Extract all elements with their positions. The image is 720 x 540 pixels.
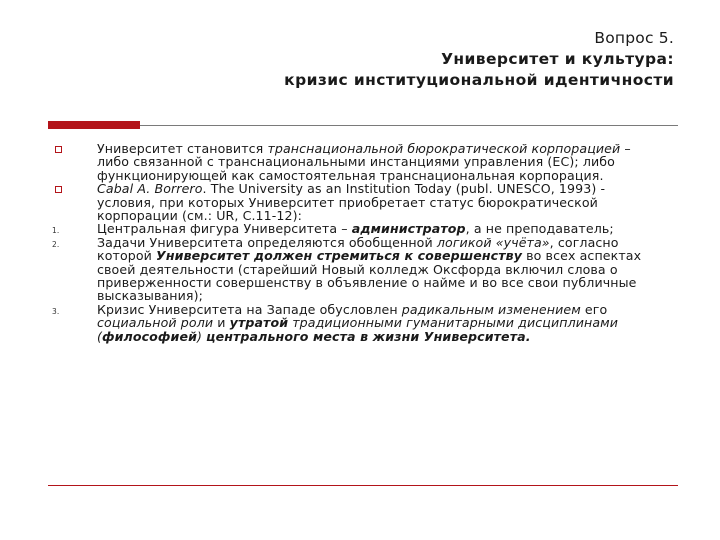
emphasis-text: ) — [197, 328, 207, 344]
emphasis-text: утратой — [229, 315, 289, 331]
square-outline-icon — [55, 186, 62, 193]
title-line-topic: Университет и культура: — [441, 50, 674, 68]
text-run: , а не преподаватель; — [465, 221, 614, 237]
emphasis-text: философией — [102, 328, 198, 344]
list-item — [52, 222, 662, 235]
emphasis-text: социальной роли — [97, 315, 214, 331]
emphasis-text: традиционными гуманитарными дисциплинами ( — [97, 315, 619, 344]
text-run: Университет становится — [97, 141, 268, 156]
text-run: – либо связанной с транснациональными инстанциями управления (ЕС); либо функционирующей как самостоятельная транснациональная корпорация. — [97, 141, 631, 183]
emphasis-text: администратор — [351, 221, 466, 237]
accent-bar — [48, 121, 140, 129]
emphasis-text: центрального места в жизни Университета. — [206, 328, 531, 344]
bottom-divider — [48, 485, 678, 486]
bullet-list — [52, 142, 662, 343]
text-run: во всех аспектах своей деятельности (старейший Новый колледж Оксфорда включил слова о приверженности совершенству в объявление о найме и во все свои публичные высказывания); — [97, 248, 642, 304]
title-line-question: Вопрос 5. — [594, 29, 674, 47]
text-run: Задачи Университета определяются обобщенной — [97, 234, 437, 250]
top-divider — [48, 125, 678, 126]
list-number-text: 3. — [52, 306, 60, 316]
list-number-text: 1. — [52, 226, 60, 236]
text-run: Центральная фигура Университета – — [97, 221, 352, 237]
text-run: , согласно которой — [97, 234, 619, 264]
list-item-text — [97, 235, 641, 304]
list-item — [52, 303, 662, 343]
text-run: . The University as an Institution Today (publ. UNESCO, 1993) - условия, при которых Университет приобретает статус бюрократической корпорации (см.: UR, C.11-12): — [97, 181, 606, 224]
emphasis-text: радикальным изменением — [401, 301, 581, 317]
list-item-text — [97, 181, 605, 223]
text-run: его — [580, 301, 608, 317]
slide-title — [284, 28, 674, 91]
list-number — [52, 303, 64, 317]
list-item — [52, 236, 662, 303]
list-item — [52, 182, 662, 222]
list-item-text — [97, 141, 631, 183]
square-bullet-icon — [52, 182, 64, 196]
text-run: и — [213, 315, 230, 331]
square-outline-icon — [55, 146, 62, 153]
emphasis-text: Cabal A. Borrero — [97, 181, 203, 197]
emphasis-text: транснациональной бюрократической корпорацией — [267, 141, 621, 156]
list-item-text — [97, 302, 618, 344]
title-line-subtitle: кризис институциональной идентичности — [284, 71, 674, 89]
list-number — [52, 222, 64, 236]
emphasis-text: логикой «учёта» — [436, 234, 550, 250]
text-run: Кризис Университета на Западе обусловлен — [97, 301, 402, 317]
list-item — [52, 142, 662, 182]
square-bullet-icon — [52, 142, 64, 156]
list-number-text: 2. — [52, 239, 60, 249]
emphasis-text: Университет должен стремиться к совершенству — [156, 248, 523, 264]
list-number — [52, 236, 64, 250]
